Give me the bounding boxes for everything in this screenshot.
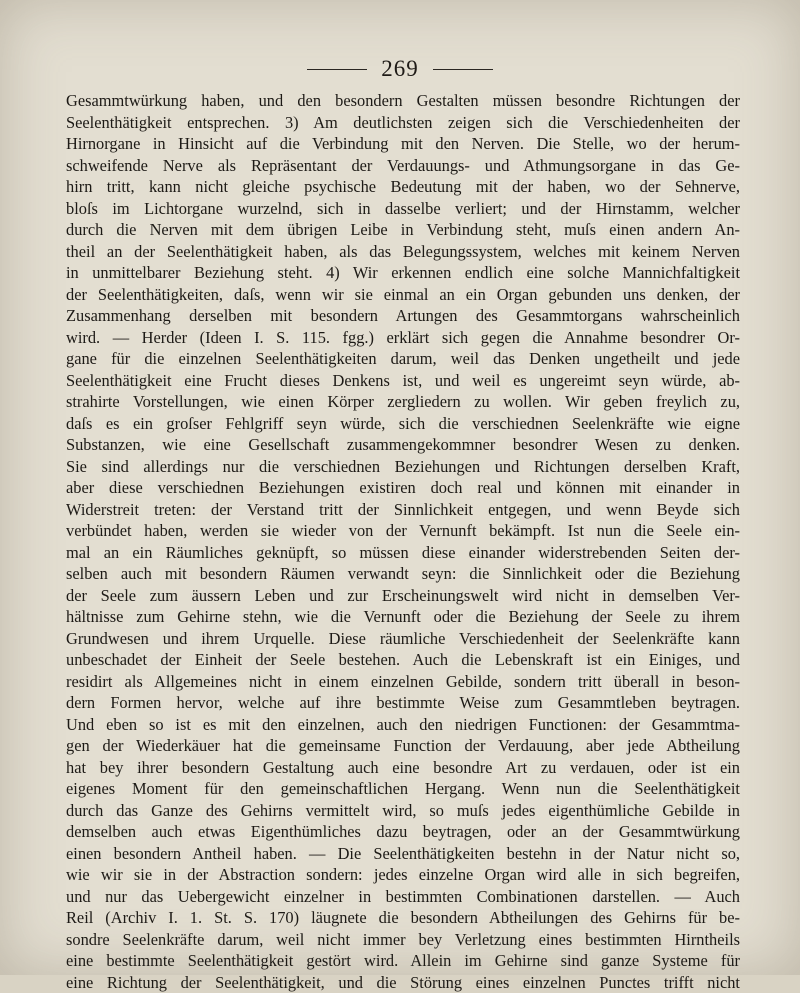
text-line: durch das Ganze des Gehirns vermittelt wird, so muſs jedes eigenthümliche Gebilde in <box>66 800 740 822</box>
text-line: einen besondern Antheil haben. — Die Seelenthätigkeiten bestehn in der Natur nicht so, <box>66 843 740 865</box>
text-line: hirn tritt, kann nicht gleiche psychische Bedeutung mit der haben, wo der Sehnerve, <box>66 176 740 198</box>
text-line: dern Formen hervor, welche auf ihre bestimmte Weise zum Gesammtleben beytragen. <box>66 692 740 714</box>
text-line: daſs es ein groſser Fehlgriff seyn würde, sich die verschiednen Seelenkräfte wie eigne <box>66 413 740 435</box>
text-line: gane für die einzelnen Seelenthätigkeiten darum, weil das Denken ungetheilt und jede <box>66 348 740 370</box>
text-line: verbündet haben, werden sie wieder von der Vernunft bekämpft. Ist nun die Seele ein- <box>66 520 740 542</box>
body-text <box>66 90 740 993</box>
text-line: Substanzen, wie eine Gesellschaft zusammengekommner besondrer Wesen zu denken. <box>66 434 740 456</box>
text-line: der Seele zum äussern Leben und zur Erscheinungswelt wird nicht in demselben Ver- <box>66 585 740 607</box>
text-line: Grundwesen und ihrem Urquelle. Diese räumliche Verschiedenheit der Seelenkräfte kann <box>66 628 740 650</box>
text-line: Widerstreit treten: der Verstand tritt der Sinnlichkeit entgegen, und wenn Beyde sich <box>66 499 740 521</box>
text-line: Und eben so ist es mit den einzelnen, auch den niedrigen Functionen: der Gesammtma- <box>66 714 740 736</box>
header-rule-right <box>433 69 493 70</box>
text-line: Hirnorgane in Hinsicht auf die Verbindung mit den Nerven. Die Stelle, wo der herum- <box>66 133 740 155</box>
text-line: Seelenthätigkeit entsprechen. 3) Am deutlichsten zeigen sich die Verschiedenheiten der <box>66 112 740 134</box>
header-rule-left <box>307 69 367 70</box>
text-line: und nur das Uebergewicht einzelner in bestimmten Combinationen darstellen. — Auch <box>66 886 740 908</box>
text-line: strahirte Vorstellungen, wie einen Körper zergliedern zu wollen. Wir geben freylich zu, <box>66 391 740 413</box>
text-line: mal an ein Räumliches geknüpft, so müssen diese einander widerstrebenden Seiten der- <box>66 542 740 564</box>
text-line: Sie sind allerdings nur die verschiednen Beziehungen und Richtungen derselben Kraft, <box>66 456 740 478</box>
text-line: wird. — Herder (Ideen I. S. 115. fgg.) erklärt sich gegen die Annahme besondrer Or- <box>66 327 740 349</box>
text-line: in unmittelbarer Beziehung steht. 4) Wir erkennen endlich eine solche Mannichfaltigkeit <box>66 262 740 284</box>
page-number: 269 <box>381 56 419 82</box>
text-line: bloſs im Lichtorgane wurzelnd, sich in dasselbe verliert; und der Hirnstamm, welcher <box>66 198 740 220</box>
page-header <box>0 54 800 84</box>
text-line: wie wir sie in der Abstraction sondern: jedes einzelne Organ wird alle in sich begreifen, <box>66 864 740 886</box>
text-line: eine Richtung der Seelenthätigkeit, und die Störung eines einzelnen Punctes trifft nicht <box>66 972 740 993</box>
text-line: residirt als Allgemeines nicht in einem einzelnen Gebilde, sondern tritt überall in beson- <box>66 671 740 693</box>
text-line: aber diese verschiednen Beziehungen existiren doch real und können mit einander in <box>66 477 740 499</box>
text-line: eigenes Moment für den gemeinschaftlichen Hergang. Wenn nun die Seelenthätigkeit <box>66 778 740 800</box>
text-line: gen der Wiederkäuer hat die gemeinsame Function der Verdauung, aber jede Abtheilung <box>66 735 740 757</box>
text-line: hat bey ihrer besondern Gestaltung auch eine besondre Art zu verdauen, oder ist ein <box>66 757 740 779</box>
text-line: eine bestimmte Seelenthätigkeit gestört wird. Allein im Gehirne sind ganze Systeme für <box>66 950 740 972</box>
text-line: durch die Nerven mit dem übrigen Leibe in Verbindung steht, muſs einen andern An- <box>66 219 740 241</box>
text-line: hältnisse zum Gehirne stehn, wie die Vernunft oder die Beziehung der Seele zu ihrem <box>66 606 740 628</box>
text-line: demselben auch etwas Eigenthümliches dazu beytragen, oder an der Gesammtwürkung <box>66 821 740 843</box>
text-line: sondre Seelenkräfte darum, weil nicht immer bey Verletzung eines bestimmten Hirntheils <box>66 929 740 951</box>
text-line: selben auch mit besondern Räumen verwandt seyn: die Sinnlichkeit oder die Beziehung <box>66 563 740 585</box>
text-line: schweifende Nerve als Repräsentant der Verdauungs- und Athmungsorgane in das Ge- <box>66 155 740 177</box>
text-line: Seelenthätigkeit eine Frucht dieses Denkens ist, und weil es ungereimt seyn würde, ab- <box>66 370 740 392</box>
text-line: theil an der Seelenthätigkeit haben, als das Belegungssystem, welches mit keinem Nerven <box>66 241 740 263</box>
text-line: der Seelenthätigkeiten, daſs, wenn wir sie einmal an ein Organ gebunden uns denken, der <box>66 284 740 306</box>
text-line: Reil (Archiv I. 1. St. S. 170) läugnete die besondern Abtheilungen des Gehirns für be- <box>66 907 740 929</box>
text-line: Zusammenhang derselben mit besondern Artungen des Gesammtorgans wahrscheinlich <box>66 305 740 327</box>
text-line: unbeschadet der Einheit der Seele bestehen. Auch die Lebenskraft ist ein Einiges, und <box>66 649 740 671</box>
text-line: Gesammtwürkung haben, und den besondern Gestalten müssen besondre Richtungen der <box>66 90 740 112</box>
